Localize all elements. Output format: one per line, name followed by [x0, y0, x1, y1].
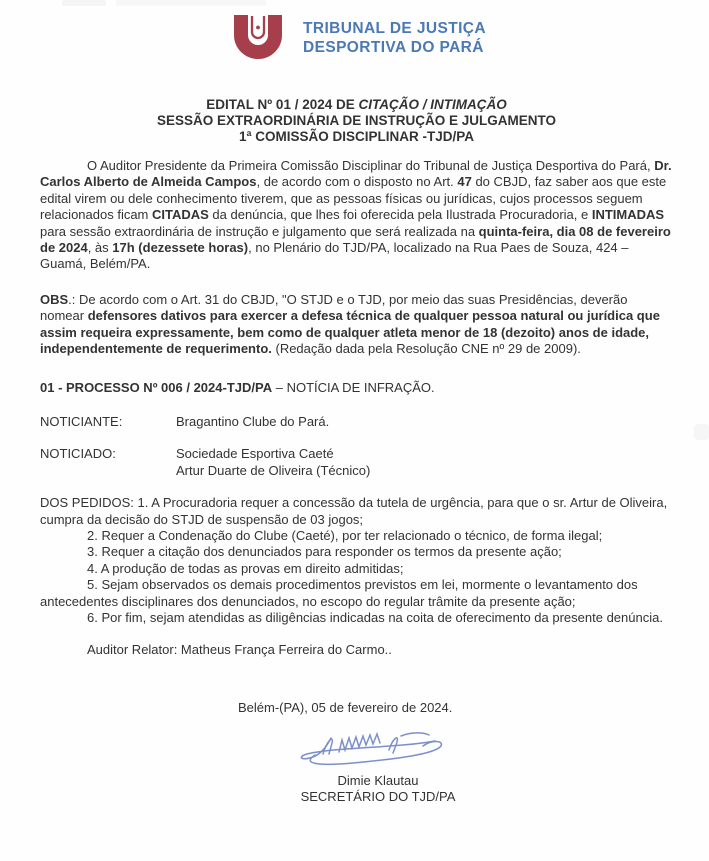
requests-section — [40, 495, 673, 626]
scan-artifact — [62, 0, 106, 6]
party-value: Artur Duarte de Oliveira (Técnico) — [176, 462, 371, 478]
document-body — [0, 97, 709, 805]
tjd-pa-shield-icon — [223, 10, 293, 67]
scan-artifact — [694, 424, 709, 440]
place-date-line: Belém-(PA), 05 de fevereiro de 2024. — [238, 699, 453, 715]
signatory-name: Dimie Klautau — [337, 772, 419, 788]
request-item-1: DOS PEDIDOS: 1. A Procuradoria requer a concessão da tutela de urgência, para que o sr. Artur de Oliveira, cumpra da decisão do STJD de suspensão de 03 jogos; — [40, 495, 668, 527]
letterhead — [0, 0, 709, 67]
party-label: NOTICIANTE: — [40, 413, 123, 429]
request-item-2: 2. Requer a Condenação do Clube (Caeté), por ter relacionado o técnico, de forma ilegal; — [87, 527, 603, 543]
org-name-line1: TRIBUNAL DE JUSTIÇA — [303, 20, 486, 38]
party-values — [176, 414, 329, 430]
auditor-relator-line: Auditor Relator: Matheus França Ferreira do Carmo.. — [87, 642, 392, 658]
request-item-3: 3. Requer a citação dos denunciados para responder os termos da presente ação; — [87, 544, 562, 560]
scan-artifact — [116, 0, 266, 6]
request-item-5: 5. Sejam observados os demais procedimentos previstos em lei, mormente o levantamento dos antecedentes disciplinares dos denunciados, no escopo do regular trâmite da presente ação; — [40, 577, 638, 609]
signatory-role: SECRETÁRIO DO TJD/PA — [300, 788, 456, 804]
org-name — [303, 20, 486, 57]
party-values — [176, 446, 370, 479]
process-heading: 01 - PROCESSO Nº 006 / 2024-TJD/PA – NOTÍCIA DE INFRAÇÃO. — [40, 380, 435, 396]
obs-paragraph: OBS.: De acordo com o Art. 31 do CBJD, "O STJD e o TJD, por meio das suas Presidências, deverão nomear defensores dativos para exercer a defesa técnica de qualquer pessoa natural ou jurídica que assim requeira expressamente, bem como de qualquer atleta menor de 18 (dezoito) anos de idade, independentemente de requerimento. (Redação dada pela Resolução CNE nº 29 de 2009). — [40, 291, 660, 357]
handwritten-signature-icon — [248, 728, 508, 776]
request-item-4: 4. A produção de todas as provas em direito admitidas; — [87, 560, 404, 576]
party-row-noticiante — [40, 414, 673, 430]
signature-block — [248, 728, 508, 804]
party-value: Sociedade Esportiva Caeté — [176, 446, 334, 462]
party-row-noticiado — [40, 446, 673, 479]
title-line-2: SESSÃO EXTRAORDINÁRIA DE INSTRUÇÃO E JULGAMENTO — [156, 113, 557, 128]
org-name-line2: DESPORTIVA DO PARÁ — [303, 38, 484, 56]
title-line-3: 1ª COMISSÃO DISCIPLINAR -TJD/PA — [238, 129, 475, 144]
party-value: Bragantino Clube do Pará. — [176, 413, 330, 429]
title-line-1: EDITAL Nº 01 / 2024 DE CITAÇÃO / INTIMAÇÃO — [206, 97, 507, 112]
parties-list — [40, 414, 673, 479]
party-label: NOTICIADO: — [40, 446, 116, 462]
request-item-6: 6. Por fim, sejam atendidas as diligências indicadas na coita de oferecimento da presente denúncia. — [87, 609, 663, 625]
document-title — [40, 97, 673, 145]
intro-paragraph: O Auditor Presidente da Primeira Comissão Disciplinar do Tribunal de Justiça Desportiva do Pará, Dr. Carlos Alberto de Almeida Campos, de acordo com o disposto no Art. 47 do CBJD, faz saber aos que este edital virem ou dele conhecimento tiverem, que as pessoas físicas ou jurídicas, cujos processos seguem relacionados ficam CITADAS da denúncia, que lhes foi oferecida pela Ilustrada Procuradoria, e INTIMADAS para sessão extraordinária de instrução e julgamento que será realizada na quinta-feira, dia 08 de fevereiro de 2024, às 17h (dezessete horas), no Plenário do TJD/PA, localizado na Rua Paes de Souza, 424 – Guamá, Belém/PA. — [40, 158, 672, 272]
